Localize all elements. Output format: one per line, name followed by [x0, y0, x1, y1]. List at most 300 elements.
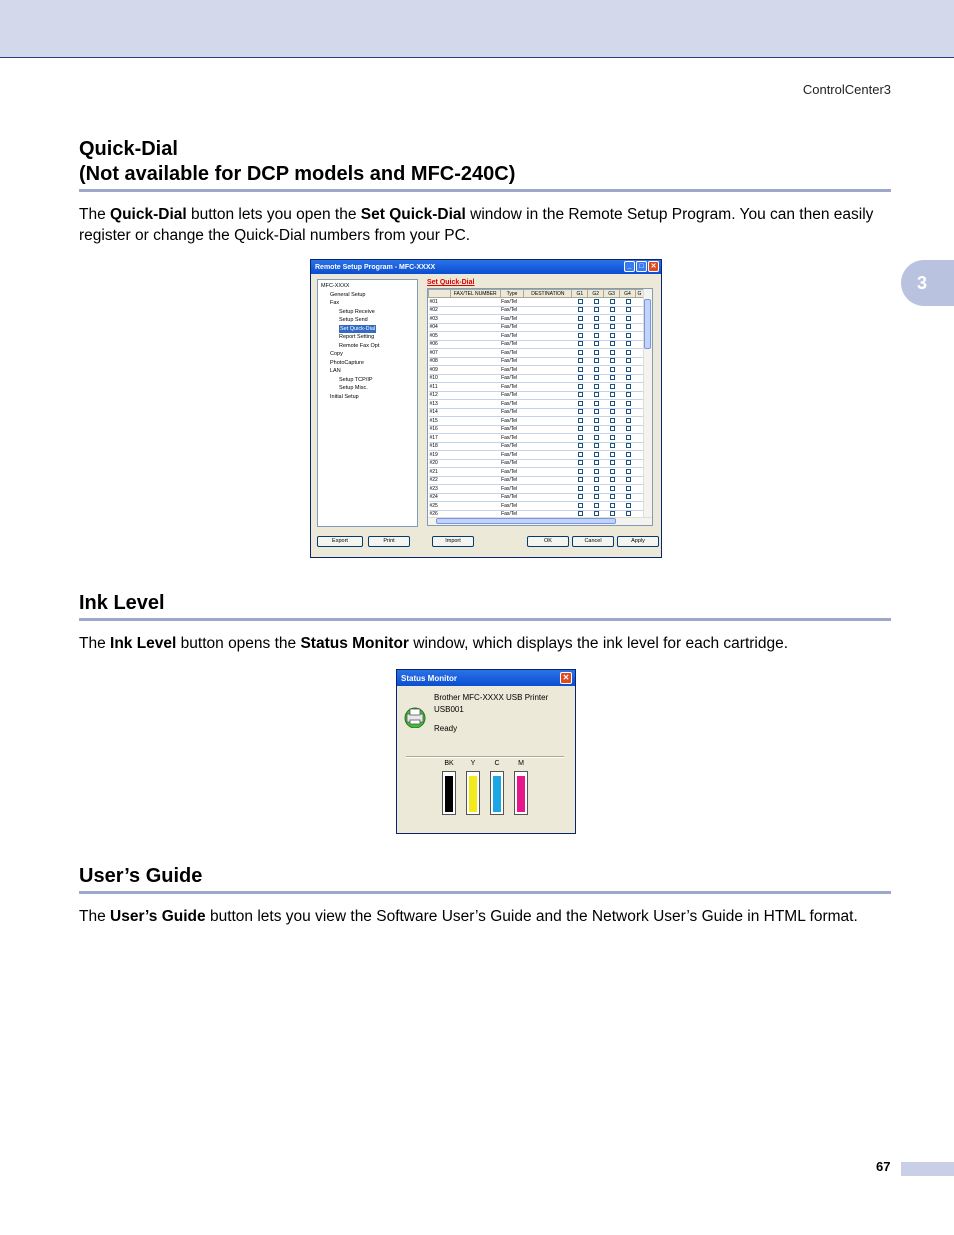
quick-dial-paragraph	[79, 204, 894, 246]
type-cell[interactable]: Fax/Tel	[500, 315, 524, 324]
group-checkbox[interactable]	[610, 358, 615, 363]
table-row[interactable]	[429, 451, 644, 460]
group-checkbox[interactable]	[578, 333, 583, 338]
group-checkbox[interactable]	[610, 333, 615, 338]
group-checkbox[interactable]	[594, 503, 599, 508]
column-header[interactable]: G1	[572, 290, 588, 298]
number-cell[interactable]	[450, 374, 500, 383]
table-row[interactable]	[429, 476, 644, 485]
number-cell[interactable]	[450, 357, 500, 366]
bold-term: Ink Level	[110, 635, 177, 652]
group-checkbox[interactable]	[594, 469, 599, 474]
number-cell[interactable]	[450, 340, 500, 349]
group-checkbox[interactable]	[626, 350, 631, 355]
tree-item[interactable]	[321, 350, 414, 359]
vertical-scrollbar[interactable]	[643, 289, 652, 525]
tree-item[interactable]	[321, 316, 414, 325]
type-cell[interactable]: Fax/Tel	[500, 468, 524, 477]
number-cell[interactable]	[450, 366, 500, 375]
ink-tank	[442, 771, 456, 815]
group-checkbox[interactable]	[594, 375, 599, 380]
group-cell	[572, 417, 588, 426]
table-row[interactable]	[429, 485, 644, 494]
group-cell	[604, 391, 620, 400]
group-checkbox[interactable]	[610, 324, 615, 329]
table-row[interactable]	[429, 502, 644, 511]
group-checkbox[interactable]	[626, 435, 631, 440]
group-checkbox[interactable]	[610, 511, 615, 516]
tree-item[interactable]	[321, 325, 414, 334]
column-header[interactable]: G4	[620, 290, 636, 298]
row-index: #15	[429, 417, 451, 426]
tree-item[interactable]	[321, 359, 414, 368]
type-cell[interactable]: Fax/Tel	[500, 476, 524, 485]
destination-cell[interactable]	[524, 315, 572, 324]
group-checkbox[interactable]	[594, 358, 599, 363]
group-checkbox[interactable]	[610, 384, 615, 389]
settings-tree	[317, 279, 418, 527]
group-checkbox[interactable]	[594, 435, 599, 440]
ink-label: BK	[444, 760, 454, 767]
tree-item-label: Setup Send	[339, 317, 368, 323]
row-index: #06	[429, 340, 451, 349]
table-row[interactable]	[429, 400, 644, 409]
group-checkbox[interactable]	[610, 477, 615, 482]
group-cell	[604, 306, 620, 315]
number-cell[interactable]	[450, 485, 500, 494]
number-cell[interactable]	[450, 434, 500, 443]
type-cell[interactable]: Fax/Tel	[500, 332, 524, 341]
number-cell[interactable]	[450, 306, 500, 315]
group-checkbox[interactable]	[578, 375, 583, 380]
type-cell[interactable]: Fax/Tel	[500, 306, 524, 315]
tree-item[interactable]	[321, 376, 414, 385]
number-cell[interactable]	[450, 400, 500, 409]
group-checkbox[interactable]	[594, 401, 599, 406]
group-checkbox[interactable]	[610, 469, 615, 474]
type-cell[interactable]: Fax/Tel	[500, 374, 524, 383]
row-index: #13	[429, 400, 451, 409]
group-cell	[588, 493, 604, 502]
type-cell[interactable]: Fax/Tel	[500, 493, 524, 502]
group-checkbox[interactable]	[594, 426, 599, 431]
group-checkbox[interactable]	[626, 307, 631, 312]
table-row[interactable]	[429, 340, 644, 349]
destination-cell[interactable]	[524, 468, 572, 477]
type-cell[interactable]: Fax/Tel	[500, 366, 524, 375]
group-checkbox[interactable]	[594, 418, 599, 423]
group-checkbox[interactable]	[578, 460, 583, 465]
destination-cell[interactable]	[524, 442, 572, 451]
panel-title: Set Quick-Dial	[427, 279, 475, 286]
tree-item-label: LAN	[330, 368, 341, 374]
destination-cell[interactable]	[524, 408, 572, 417]
scroll-thumb[interactable]	[644, 299, 651, 349]
type-cell[interactable]: Fax/Tel	[500, 459, 524, 468]
group-checkbox[interactable]	[578, 511, 583, 516]
group-checkbox[interactable]	[578, 418, 583, 423]
column-header[interactable]: Type	[500, 290, 524, 298]
destination-cell[interactable]	[524, 349, 572, 358]
chapter-tab: 3	[901, 260, 954, 306]
group-cell	[588, 408, 604, 417]
remote-setup-window	[310, 259, 662, 558]
type-cell[interactable]: Fax/Tel	[500, 451, 524, 460]
group-cell	[572, 357, 588, 366]
group-checkbox[interactable]	[594, 333, 599, 338]
group-cell	[604, 417, 620, 426]
group-checkbox[interactable]	[594, 494, 599, 499]
group-cell	[588, 374, 604, 383]
group-cell	[620, 374, 636, 383]
group-checkbox[interactable]	[626, 409, 631, 414]
group-checkbox[interactable]	[626, 367, 631, 372]
group-checkbox[interactable]	[594, 392, 599, 397]
group-checkbox[interactable]	[594, 511, 599, 516]
group-checkbox[interactable]	[578, 392, 583, 397]
group-checkbox[interactable]	[626, 452, 631, 457]
close-icon[interactable]: ✕	[560, 672, 572, 684]
column-header[interactable]: G	[635, 290, 643, 298]
group-cell	[620, 306, 636, 315]
type-cell[interactable]: Fax/Tel	[500, 425, 524, 434]
group-checkbox[interactable]	[594, 452, 599, 457]
group-checkbox[interactable]	[610, 418, 615, 423]
group-checkbox[interactable]	[578, 409, 583, 414]
destination-cell[interactable]	[524, 366, 572, 375]
group-checkbox[interactable]	[594, 341, 599, 346]
group-checkbox[interactable]	[594, 443, 599, 448]
number-cell[interactable]	[450, 451, 500, 460]
number-cell[interactable]	[450, 408, 500, 417]
table-row[interactable]	[429, 298, 644, 307]
group-cell	[620, 425, 636, 434]
group-checkbox[interactable]	[626, 426, 631, 431]
table-row[interactable]	[429, 408, 644, 417]
number-cell[interactable]	[450, 468, 500, 477]
type-cell[interactable]: Fax/Tel	[500, 323, 524, 332]
table-row[interactable]	[429, 323, 644, 332]
destination-cell[interactable]	[524, 340, 572, 349]
type-cell[interactable]: Fax/Tel	[500, 485, 524, 494]
group-cell	[620, 383, 636, 392]
table-row[interactable]	[429, 349, 644, 358]
group-checkbox[interactable]	[626, 316, 631, 321]
group-cell	[620, 315, 636, 324]
group-checkbox[interactable]	[578, 316, 583, 321]
group-checkbox[interactable]	[626, 477, 631, 482]
number-cell[interactable]	[450, 349, 500, 358]
table-row[interactable]	[429, 315, 644, 324]
column-header[interactable]: DESTINATION	[524, 290, 572, 298]
window-title: Status Monitor	[401, 673, 457, 683]
number-cell[interactable]	[450, 332, 500, 341]
group-checkbox[interactable]	[626, 503, 631, 508]
row-index: #04	[429, 323, 451, 332]
bold-term: Set Quick-Dial	[360, 206, 466, 223]
destination-cell[interactable]	[524, 417, 572, 426]
type-cell[interactable]: Fax/Tel	[500, 434, 524, 443]
number-cell[interactable]	[450, 502, 500, 511]
import-button[interactable]: Import	[432, 536, 474, 547]
destination-cell[interactable]	[524, 459, 572, 468]
group-checkbox[interactable]	[610, 503, 615, 508]
group-checkbox[interactable]	[594, 299, 599, 304]
group-cell	[588, 502, 604, 511]
group-checkbox[interactable]	[626, 494, 631, 499]
table-row[interactable]	[429, 459, 644, 468]
destination-cell[interactable]	[524, 493, 572, 502]
table-row[interactable]	[429, 417, 644, 426]
type-cell[interactable]: Fax/Tel	[500, 408, 524, 417]
apply-button[interactable]: Apply	[617, 536, 659, 547]
group-checkbox[interactable]	[578, 299, 583, 304]
text-run: button lets you open the	[186, 206, 361, 223]
group-checkbox[interactable]	[626, 392, 631, 397]
group-checkbox[interactable]	[610, 375, 615, 380]
table-row[interactable]	[429, 332, 644, 341]
group-checkbox[interactable]	[626, 511, 631, 516]
group-checkbox[interactable]	[610, 452, 615, 457]
ink-tank	[466, 771, 480, 815]
group-cell	[572, 383, 588, 392]
group-checkbox[interactable]	[594, 409, 599, 414]
group-checkbox[interactable]	[578, 341, 583, 346]
group-checkbox[interactable]	[578, 384, 583, 389]
group-checkbox[interactable]	[610, 401, 615, 406]
group-checkbox[interactable]	[578, 503, 583, 508]
ink-level-fill	[445, 776, 453, 812]
destination-cell[interactable]	[524, 383, 572, 392]
table-row[interactable]	[429, 366, 644, 375]
group-checkbox[interactable]	[626, 401, 631, 406]
group-cell	[572, 485, 588, 494]
number-cell[interactable]	[450, 459, 500, 468]
group-checkbox[interactable]	[578, 435, 583, 440]
destination-cell[interactable]	[524, 425, 572, 434]
tree-item-label: Initial Setup	[330, 393, 359, 400]
group-checkbox[interactable]	[610, 494, 615, 499]
group-cell	[620, 459, 636, 468]
ok-button[interactable]: OK	[527, 536, 569, 547]
group-checkbox[interactable]	[626, 384, 631, 389]
group-checkbox[interactable]	[594, 477, 599, 482]
group-checkbox[interactable]	[594, 486, 599, 491]
group-checkbox[interactable]	[610, 367, 615, 372]
group-checkbox[interactable]	[626, 418, 631, 423]
destination-cell[interactable]	[524, 391, 572, 400]
group-cell	[604, 357, 620, 366]
number-cell[interactable]	[450, 298, 500, 307]
group-checkbox[interactable]	[578, 307, 583, 312]
group-cell	[620, 476, 636, 485]
destination-cell[interactable]	[524, 357, 572, 366]
maximize-icon[interactable]: □	[636, 261, 647, 272]
close-icon[interactable]: ✕	[648, 261, 659, 272]
group-cell	[572, 451, 588, 460]
table-row[interactable]	[429, 391, 644, 400]
row-index: #10	[429, 374, 451, 383]
group-checkbox[interactable]	[578, 443, 583, 448]
destination-cell[interactable]	[524, 400, 572, 409]
group-cell	[620, 468, 636, 477]
number-cell[interactable]	[450, 417, 500, 426]
group-checkbox[interactable]	[626, 358, 631, 363]
row-index: #24	[429, 493, 451, 502]
type-cell[interactable]: Fax/Tel	[500, 349, 524, 358]
tree-item[interactable]	[321, 384, 414, 393]
group-checkbox[interactable]	[610, 392, 615, 397]
number-cell[interactable]	[450, 442, 500, 451]
destination-cell[interactable]	[524, 485, 572, 494]
column-header[interactable]: G2	[588, 290, 604, 298]
column-header[interactable]: FAX/TEL NUMBER	[450, 290, 500, 298]
tree-item[interactable]	[321, 367, 414, 376]
table-row[interactable]	[429, 383, 644, 392]
group-cell	[620, 298, 636, 307]
group-checkbox[interactable]	[610, 435, 615, 440]
type-cell[interactable]: Fax/Tel	[500, 400, 524, 409]
group-checkbox[interactable]	[578, 426, 583, 431]
group-cell	[604, 332, 620, 341]
column-header[interactable]: G3	[604, 290, 620, 298]
scroll-thumb[interactable]	[436, 518, 616, 524]
group-checkbox[interactable]	[594, 316, 599, 321]
group-checkbox[interactable]	[594, 307, 599, 312]
group-checkbox[interactable]	[594, 384, 599, 389]
tree-item[interactable]	[321, 342, 414, 351]
group-checkbox[interactable]	[626, 460, 631, 465]
group-checkbox[interactable]	[594, 350, 599, 355]
type-cell[interactable]: Fax/Tel	[500, 383, 524, 392]
table-row[interactable]	[429, 442, 644, 451]
group-checkbox[interactable]	[594, 324, 599, 329]
group-checkbox[interactable]	[578, 477, 583, 482]
number-cell[interactable]	[450, 315, 500, 324]
group-checkbox[interactable]	[626, 375, 631, 380]
tree-item[interactable]	[321, 299, 414, 308]
number-cell[interactable]	[450, 493, 500, 502]
group-checkbox[interactable]	[610, 350, 615, 355]
table-row[interactable]	[429, 357, 644, 366]
row-index: #23	[429, 485, 451, 494]
group-cell	[604, 434, 620, 443]
type-cell[interactable]: Fax/Tel	[500, 502, 524, 511]
table-row[interactable]	[429, 374, 644, 383]
group-cell	[572, 468, 588, 477]
group-checkbox[interactable]	[594, 367, 599, 372]
table-row[interactable]	[429, 468, 644, 477]
number-cell[interactable]	[450, 476, 500, 485]
group-checkbox[interactable]	[610, 341, 615, 346]
group-checkbox[interactable]	[626, 333, 631, 338]
group-checkbox[interactable]	[610, 443, 615, 448]
group-checkbox[interactable]	[578, 358, 583, 363]
group-checkbox[interactable]	[610, 460, 615, 465]
group-checkbox[interactable]	[578, 367, 583, 372]
tree-item[interactable]	[321, 393, 414, 402]
group-cell	[588, 332, 604, 341]
type-cell[interactable]: Fax/Tel	[500, 357, 524, 366]
printer-status: Ready	[434, 724, 458, 733]
group-cell	[604, 298, 620, 307]
tree-item[interactable]	[321, 308, 414, 317]
group-checkbox[interactable]	[594, 460, 599, 465]
type-cell[interactable]: Fax/Tel	[500, 340, 524, 349]
section-heading-users-guide: User’s Guide	[79, 864, 891, 894]
cancel-button[interactable]: Cancel	[572, 536, 614, 547]
tree-item[interactable]	[321, 333, 414, 342]
group-cell	[588, 451, 604, 460]
group-checkbox[interactable]	[610, 409, 615, 414]
group-checkbox[interactable]	[626, 341, 631, 346]
group-checkbox[interactable]	[610, 316, 615, 321]
group-checkbox[interactable]	[610, 426, 615, 431]
group-checkbox[interactable]	[626, 299, 631, 304]
quick-dial-grid	[427, 288, 653, 526]
tree-item[interactable]	[321, 291, 414, 300]
destination-cell[interactable]	[524, 434, 572, 443]
destination-cell[interactable]	[524, 502, 572, 511]
bold-term: Quick-Dial	[110, 206, 187, 223]
type-cell[interactable]: Fax/Tel	[500, 417, 524, 426]
group-cell	[572, 315, 588, 324]
group-cell	[620, 451, 636, 460]
group-checkbox[interactable]	[626, 486, 631, 491]
horizontal-scrollbar[interactable]	[428, 517, 652, 525]
number-cell[interactable]	[450, 391, 500, 400]
group-checkbox[interactable]	[610, 307, 615, 312]
group-checkbox[interactable]	[578, 486, 583, 491]
destination-cell[interactable]	[524, 323, 572, 332]
group-checkbox[interactable]	[578, 469, 583, 474]
destination-cell[interactable]	[524, 306, 572, 315]
group-checkbox[interactable]	[626, 469, 631, 474]
group-checkbox[interactable]	[578, 452, 583, 457]
type-cell[interactable]: Fax/Tel	[500, 391, 524, 400]
minimize-icon[interactable]: _	[624, 261, 635, 272]
number-cell[interactable]	[450, 425, 500, 434]
group-checkbox[interactable]	[578, 494, 583, 499]
destination-cell[interactable]	[524, 476, 572, 485]
type-cell[interactable]: Fax/Tel	[500, 510, 524, 519]
export-button[interactable]: Export	[317, 536, 363, 547]
destination-cell[interactable]	[524, 451, 572, 460]
group-checkbox[interactable]	[610, 486, 615, 491]
group-checkbox[interactable]	[578, 401, 583, 406]
table-row[interactable]	[429, 434, 644, 443]
number-cell[interactable]	[450, 383, 500, 392]
group-checkbox[interactable]	[626, 443, 631, 448]
print-button[interactable]: Print	[368, 536, 410, 547]
table-row[interactable]	[429, 493, 644, 502]
type-cell[interactable]: Fax/Tel	[500, 298, 524, 307]
destination-cell[interactable]	[524, 374, 572, 383]
destination-cell[interactable]	[524, 298, 572, 307]
group-checkbox[interactable]	[626, 324, 631, 329]
destination-cell[interactable]	[524, 332, 572, 341]
group-cell	[572, 493, 588, 502]
group-checkbox[interactable]	[610, 299, 615, 304]
number-cell[interactable]	[450, 323, 500, 332]
group-checkbox[interactable]	[578, 324, 583, 329]
table-row[interactable]	[429, 306, 644, 315]
tree-item[interactable]	[321, 282, 414, 291]
type-cell[interactable]: Fax/Tel	[500, 442, 524, 451]
table-row[interactable]	[429, 425, 644, 434]
column-header[interactable]	[429, 290, 451, 298]
group-checkbox[interactable]	[578, 350, 583, 355]
